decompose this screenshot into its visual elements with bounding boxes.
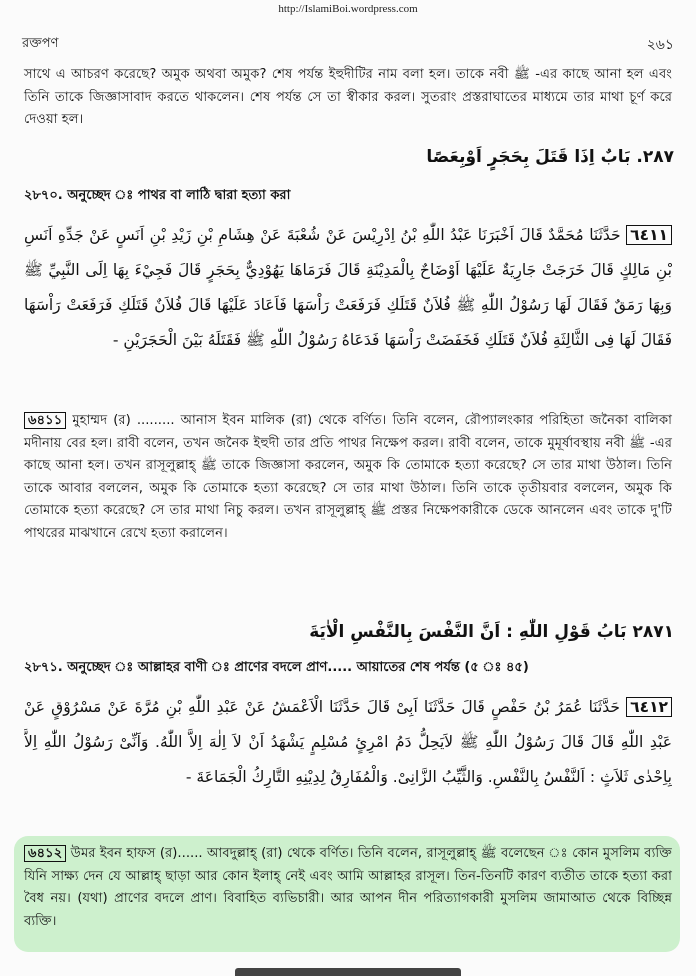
hadith-number-arabic: ٦٤١٢ xyxy=(626,697,672,717)
hadith-bangla-text xyxy=(24,843,672,933)
chapter-arabic-number: ٢٨٧١ xyxy=(632,622,674,642)
chapter-bangla-title: ২৮৭১. অনুচ্ছেদ ঃ আল্লাহর বাণী ঃ প্রাণের বদলে প্রাণ..... আয়াতের শেষ পর্যন্ত (৫ ঃ ৪৫) xyxy=(24,660,529,675)
chapter-arabic-number: ٢٨٧. xyxy=(636,147,674,167)
chapter-arabic-title: بَابُ قَوْلِ اللّٰهِ : اَنَّ النَّفْسَ بِالنَّفْسِ الْاٰيَةَ xyxy=(309,622,627,642)
chapter-bangla-title: ২৮৭০. অনুচ্ছেদ ঃ পাথর বা লাঠি দ্বারা হত্যা করা xyxy=(24,188,291,203)
chapter-arabic-heading xyxy=(254,622,674,642)
running-head: রক্তপণ xyxy=(22,36,59,51)
hadith-bangla-text xyxy=(24,410,672,545)
hadith-arabic-body: حَدَّثَنَا عُمَرُ بْنُ حَفْصٍ قَالَ حَدَّثَنَا اَبِىْ قَالَ حَدَّثَنَا الْاَعْمَشُ عَنْ عَبْدِ اللّٰهِ بْنِ مُرَّةَ عَنْ مَسْرُوْقٍ عَنْ عَبْدِ اللّٰهِ قَالَ قَالَ رَسُوْلُ اللّٰهِ ﷺ لاَيَحِلُّ دَمُ امْرِئٍ مُسْلِمٍ يَشْهَدُ اَنْ لاَ اِلٰهَ اِلاَّ اللّٰهُ. وَاَنِّىْ رَسُوْلُ اللّٰهِ اِلاَّ بِاِحْدٰى ثَلاَثٍ : اَلنَّفْسُ بِالنَّفْسِ. وَالثَّيِّبُ الزَّانِىْ. وَالْمُفَارِقُ لِدِيْنِهِ التَّارِكُ الْجَمَاعَةَ - xyxy=(24,698,672,786)
chapter-arabic-title: بَابٌ اِذَا قَتَلَ بِحَجَرٍ اَوْبِعَصًا xyxy=(426,147,631,167)
intro-paragraph: সাথে এ আচরণ করেছে? অমুক অথবা অমুক? শেষ পর্যন্ত ইহুদীটির নাম বলা হল। তাকে নবী ﷺ -এর কাছে আনা হল এবং তিনি তাকে জিজ্ঞাসাবাদ করতে থাকলেন। শেষ পর্যন্ত সে তা স্বীকার করল। সুতরাং প্রস্তরাঘাতের মাধ্যমে তার মাথা চূর্ণ করে দেওয়া হল। xyxy=(24,67,672,127)
page-number: ২৬১ xyxy=(646,37,674,53)
source-url: http://IslamiBoi.wordpress.com xyxy=(278,3,418,15)
hadith-arabic-text xyxy=(24,690,672,830)
hadith-arabic-body: حَدَّثَنَا مُحَمَّدٌ قَالَ اَخْبَرَنَا عَبْدُ اللّٰهِ بْنُ اِدْرِيْسَ عَنْ شُعْبَةَ عَنْ هِشَامِ بْنِ زَيْدِ بْنِ اَنَسٍ عَنْ جَدِّهِ اَنَسِ بْنِ مَالِكٍ قَالَ خَرَجَتْ جَارِيَةٌ عَلَيْهَا اَوْضَاحٌ بِالْمَدِيْنَةِ قَالَ فَرَمَاهَا يَهُوْدِيٌّ بِحَجَرٍ قَالَ فَجِيْءَ بِهَا اِلَى النَّبِيِّ ﷺ وَبِهَا رَمَقٌ فَقَالَ لَهَا رَسُوْلُ اللّٰهِ ﷺ فُلاَنٌ قَتَلَكِ فَرَفَعَتْ رَاْسَهَا فَاَعَادَ عَلَيْهَا قَالَ فُلاَنٌ قَتَلَكِ فَرَفَعَتْ رَاْسَهَا فَقَالَ لَهَا فِى الثَّالِثَةِ فُلاَنٌ قَتَلَكِ فَخَفَضَتْ رَاْسَهَا فَدَعَاهُ رَسُوْلُ اللّٰهِ ﷺ فَقَتَلَهُ بَيْنَ الْحَجَرَيْنِ - xyxy=(24,226,672,349)
chapter-arabic-heading xyxy=(374,147,674,167)
hadith-number-arabic: ٦٤١١ xyxy=(626,225,672,245)
hadith-number-bangla: ৬৪১১ xyxy=(24,412,66,429)
hadith-arabic-text xyxy=(24,218,672,393)
hadith-number-bangla: ৬৪১২ xyxy=(24,845,66,862)
hadith-bangla-body: মুহাম্মদ (র) ......... আনাস ইবন মালিক (রা) থেকে বর্ণিত। তিনি বলেন, রৌপ্যালংকার পরিহিতা জনৈকা বালিকা মদীনায় বের হল। রাবী বলেন, তখন জনৈক ইহুদী তার প্রতি পাথর নিক্ষেপ করল। রাবী বলেন, তাকে মুমূর্ষাবস্থায় নবী ﷺ -এর কাছে আনা হল। তখন রাসূলুল্লাহ্ ﷺ তাকে জিজ্ঞাসা করলেন, অমুক কি তোমাকে হত্যা করেছে? সে তার মাথা উঠাল। তিনি তাকে আবার বললেন, অমুক কি তোমাকে হত্যা করেছে? সে তার মাথা উঠাল। তিনি তাকে তৃতীয়বার বললেন, অমুক কি তোমাকে হত্যা করেছে? সে তার মাথা নিচু করল। তখন রাসূলুল্লাহ্ ﷺ প্রস্তর নিক্ষেপকারীকে ডেকে আনলেন এবং তাকে দু'টি পাথরের মাঝখানে রেখে হত্যা করালেন। xyxy=(24,413,672,541)
scroll-handle[interactable] xyxy=(235,968,461,976)
hadith-bangla-body: উমর ইবন হাফস (র)...... আবদুল্লাহ্ (রা) থেকে বর্ণিত। তিনি বলেন, রাসূলুল্লাহ্ ﷺ বলেছেন ঃ কোন মুসলিম ব্যক্তি যিনি সাক্ষ্য দেন যে আল্লাহ্ ছাড়া আর কোন ইলাহ্ নেই এবং আমি আল্লাহর রাসূল। তিন-তিনটি কারণ ব্যতীত তাকে হত্যা করা বৈধ নয়। (যথা) প্রাণের বদলে প্রাণ। বিবাহিত ব্যভিচারী। আর আপন দীন পরিত্যাগকারী মুসলিম জামাআত থেকে বিচ্ছিন্ন ব্যক্তি। xyxy=(24,846,672,929)
